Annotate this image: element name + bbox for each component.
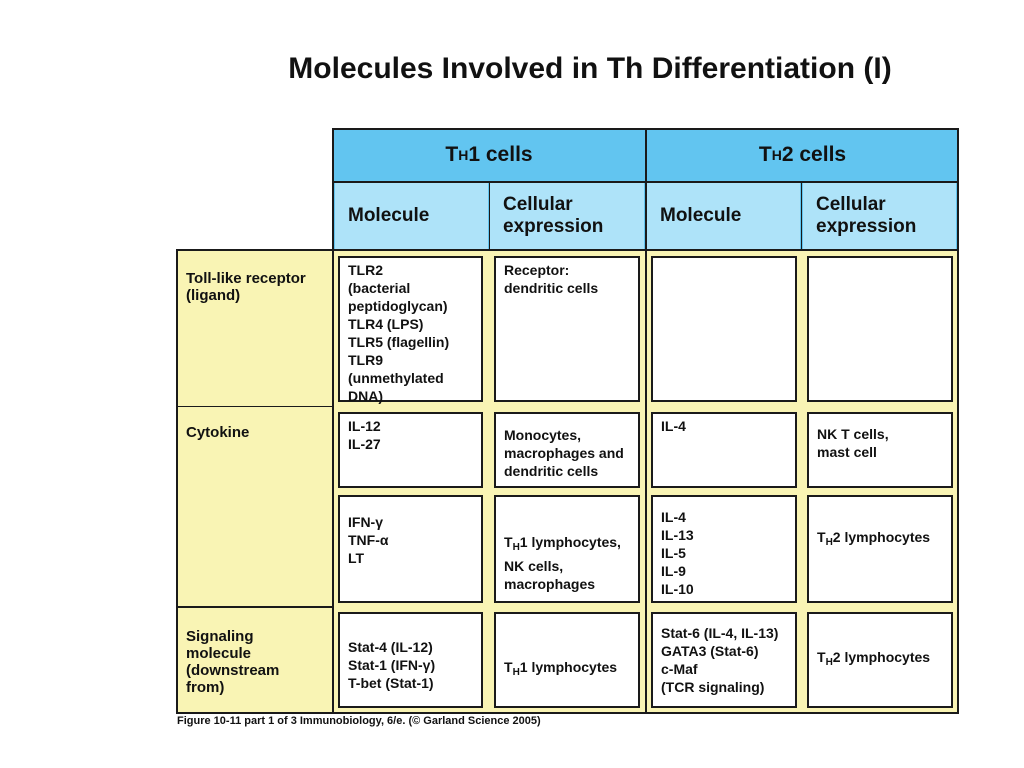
th2-expression-header: Cellular expression [803,182,956,250]
cytokine1-th1-molecule-cell: IL-12 IL-27 [338,412,483,488]
signaling-th2-molecule-cell: Stat-6 (IL-4, IL-13) GATA3 (Stat-6) c-Maf (TCR signaling) [651,612,797,708]
th1-expression-header: Cellular expression [490,182,644,250]
cytokine1-th2-expression-cell: NK T cells, mast cell [807,412,953,488]
cytokine2-th1-molecule-cell: IFN-γ TNF-α LT [338,495,483,603]
signaling-th2-expression-cell: $T_H2$ lymphocytes [807,612,953,708]
grid-line [176,249,178,714]
page-title: Molecules Involved in Th Differentiation (I) [288,52,892,85]
grid-line [957,128,959,714]
grid-line [176,606,333,608]
cytokine2-th2-molecule-cell: IL-4 IL-13 IL-5 IL-9 IL-10 [651,495,797,603]
th2-molecule-header: Molecule [647,182,800,250]
cytokine1-th1-expression-cell: Monocytes, macrophages and dendritic cells [494,412,640,488]
th1-cells-header: T H 1 cells [445,143,533,166]
grid-line [645,128,647,714]
row-label-cytokine: Cytokine [186,424,250,441]
figure-caption: Figure 10-11 part 1 of 3 Immunobiology, 6/e. (© Garland Science 2005) [177,715,541,727]
grid-line [176,712,958,714]
grid-line [176,249,958,251]
th1-molecule-header: Molecule [335,182,488,250]
row-label-toll-like-receptor: Toll-like receptor (ligand) [186,270,306,304]
grid-line [332,128,334,714]
tlr-th2-expression-cell [807,256,953,402]
signaling-th1-molecule-cell: Stat-4 (IL-12) Stat-1 (IFN-γ) T-bet (Stat-1) [338,612,483,708]
cytokine1-th2-molecule-cell: IL-4 [651,412,797,488]
th2-cells-header: T H 2 cells [758,143,847,166]
signaling-th1-expression-cell: $T_H1$ lymphocytes [494,612,640,708]
cytokine2-th1-expression-cell: $T_H1$ lymphocytes, NK cells, macrophages [494,495,640,603]
grid-line [801,182,802,250]
grid-line [176,406,333,407]
tlr-th2-molecule-cell [651,256,797,402]
cytokine2-th2-expression-cell: $T_H2$ lymphocytes [807,495,953,603]
grid-line [489,182,490,250]
tlr-th1-expression-cell: Receptor: dendritic cells [494,256,640,402]
tlr-th1-molecule-cell: TLR2 (bacterial peptidoglycan) TLR4 (LPS) TLR5 (flagellin) TLR9 (unmethylated DNA) [338,256,483,402]
row-label-signaling-molecule: Signaling molecule (downstream from) [186,628,280,696]
